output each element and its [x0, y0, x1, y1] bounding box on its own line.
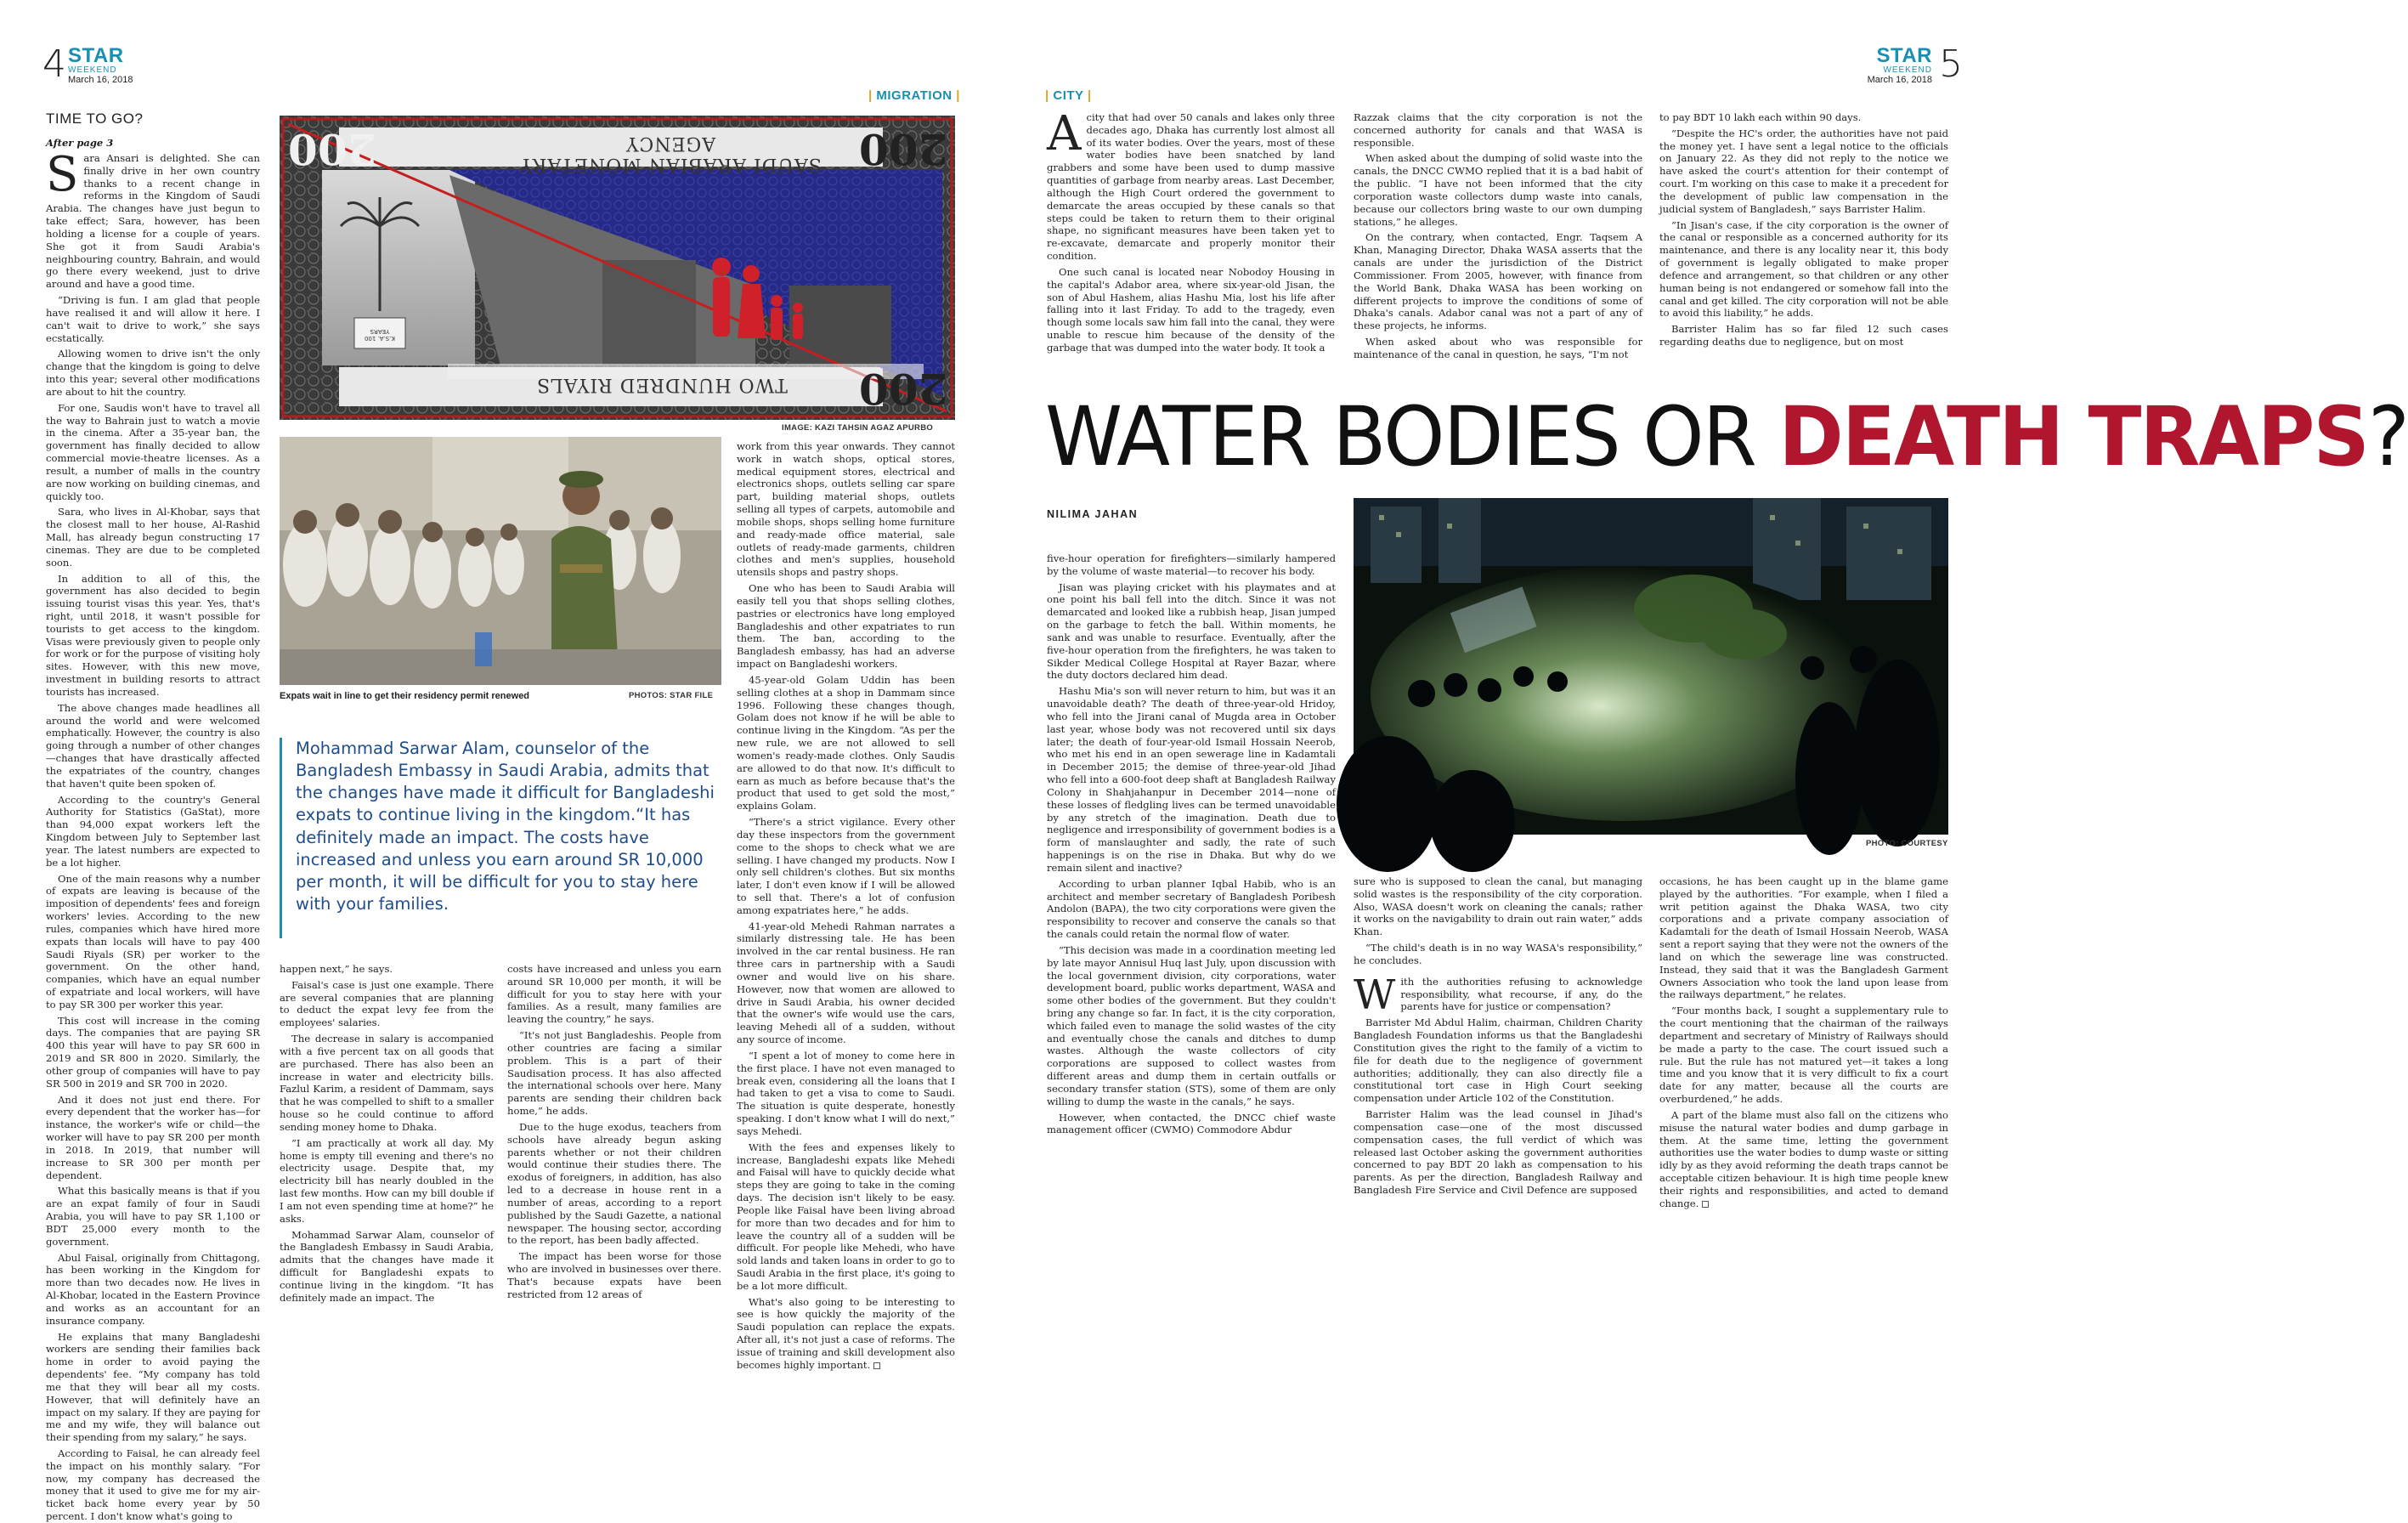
end-mark-icon	[1702, 1201, 1709, 1208]
right-top-column-2: Razzak claims that the city corporation is not the concerned authority for canals and that WASA is responsible. When asked about the dumping of solid waste into the canals, the DNCC CWMO replied that it is a bad habit of the public. “I have not been informed that the city corporation waste collectors dump waste into canals, because our collectors bring waste to our own dumping stations,” he alleges. On the contrary, when contacted, Engr. Taqsem A Khan, Managing Director, Dhaka WASA asserts that the canals are under the jurisdiction of the District Commissioner. From 2005, however, with finance from the World Bank, Dhaka WASA has been working on different projects to improve the conditions of some of Dhaka's canals. Adabor canal was not a part of any of these projects, he informs. When asked about who was responsible for maintenance of the canal in question, he says, “I'm not	[1354, 111, 1642, 360]
illustration-credit: IMAGE: KAZI TAHSIN AGAZ APURBO	[782, 423, 934, 433]
left-date: March 16, 2018	[68, 75, 133, 85]
left-column-4: work from this year onwards. They cannot work in watch shops, optical stores, medical equipment stores, electrical and electronics shops, outlets selling car spare part, building material shops, outlets selling all types of carpets, automobile and mobile shops, shops selling home furniture and ready-made office material, sale outlets of ready-made garments, children clothes and men's supplies, household utensils shops and pastry shops. One who has been to Saudi Arabia will easily tell you that shops selling clothes, pastries or electronics have long employed Bangladeshis and other expatriates to run them. The ban, according to the Bangladesh embassy, has had an adverse impact on Bangladeshi workers. 45-year-old Golam Uddin has been selling clothes at a shop in Dammam since 1996. Following these changes though, Golam does not know if he will be able to continue living in the Kingdom. “As per the new rule, we are not allowed to sell women's ready-made clothes. Only Saudis are allowed to do that now. It's difficult to earn as much as before because that's the product that used to get sold the most,” explains Golam. “There's a strict vigilance. Every other day these inspectors from the government come to the shops to check what we are selling. I have changed my products. Now I only sell children's clothes. But six months later, I don't even know if I will be allowed to sell that. There's a lot of confusion among expatriates here,” he adds. 41-year-old Mehedi Rahman narrates a similarly distressing tale. He has been involved in the car rental business. He ran three cars in partnership with a Saudi owner and would live on his share. However, now that women are allowed to drive in Saudi Arabia, his owner decided that the owner's wife would use the cars, leaving Mehedi all of a sudden, without any source of income. “I spent a lot of money to come here in the first place. I have not even managed to break even, considering all the loans that I had taken to get a visa to come to Saudi. The situation is quite desperate, honestly speaking. I don't know what I will do next,” says Mehedi. With the fees and expenses likely to increase, Bangladeshi expats like Mehedi and Faisal will have to quickly decide what steps they are going to take in the coming days. The decision isn't likely to be easy. People like Faisal have been living abroad for more than two decades and for him to leave the country all of a sudden will be difficult. For people like Mehedi, who have sold lands and taken loans in order to go to Saudi Arabia in the first place, it's going to be a lot more difficult. What's also going to be interesting to see is how quickly the majority of the Saudi population can replace the expats. After all, it's not just a case of reforms. The issue of training and skill development also becomes highly important.	[737, 440, 955, 1371]
byline: NILIMA JAHAN	[1047, 508, 1139, 520]
right-date: March 16, 2018	[1867, 75, 1932, 85]
left-brand: STAR	[68, 44, 124, 67]
left-page-number: 4	[42, 42, 66, 86]
photo-caption: Expats wait in line to get their residency permit renewed	[280, 691, 530, 701]
left-column-3: costs have increased and unless you earn around SR 10,000 per month, it will be difficult for you to stay here with your families. As a result, many families are leaving the country,” he says. “It's not just Bangladeshis. People from other countries are facing a similar problem. This is a part of their Saudisation process. It has also affected the international schools over here. Many parents are sending their children back home,” he adds. Due to the huge exodus, teachers from schools have already begun asking parents whether or not their children would continue their studies there. The exodus of foreigners, in addition, has also led to a decrease in house rent in a number of areas, according to a report published by the Saudi Gazette, a national newspaper. The housing sector, according to the report, has been badly affected. The impact has been worse for those who are involved in businesses over there. That's because expats have been restricted from 12 areas of	[507, 963, 721, 1300]
expats-queue-image	[280, 437, 721, 685]
expats-photo	[280, 437, 721, 685]
sidebar-title: TIME TO GO?	[46, 110, 144, 127]
banknote-denomination-tl: 200	[288, 124, 377, 174]
headline-part-1: WATER BODIES OR	[1045, 389, 1779, 484]
pull-quote	[280, 738, 726, 938]
right-top-column-3: to pay BDT 10 lakh each within 90 days. “Despite the HC's order, the authorities have not paid the money yet. I have sent a legal notice to the officials on January 22. As they did not reply to the notice we have asked the court's attention for their contempt of court. I'm working on this case to make it a precedent for the development of public law compensation in the judicial system of Bangladesh,” says Barrister Halim. “In Jisan's case, if the city corporation is the owner of the canal or responsible as a concerned authority for its maintenance, and there is any locality near it, this body of government is legally obligated to make proper defence and arrangement, so that children or any other human being is not endangered or somehow fall into the canal and get killed. The city corporation will not be able to avoid this liability,” he adds. Barrister Halim has so far filed 12 such cases regarding deaths due to negligence, but on most	[1659, 111, 1948, 348]
left-column-2: happen next,” he says. Faisal's case is just one example. There are several companies that are planning to deduct the expat levy fee from the employees' salaries. The decrease in salary is accompanied with a five percent tax on all goods that are purchased. There has also been an increase in water and electricity bills. Fazlul Karim, a resident of Dammam, says that he was compelled to shift to a smaller house so he could continue to afford sending money home to Dhaka. “I am practically at work all day. My home is empty till evening and there's no electricity usage. Despite that, my electricity bill has nearly doubled in the last few months. How can my bill double if I am not even spending time at home?” he asks. Mohammad Sarwar Alam, counselor of the Bangladesh Embassy in Saudi Arabia, admits that the changes have made it difficult for Bangladeshi expats to continue living in the kingdom. “It has definitely made an impact. The	[280, 963, 494, 1304]
photo-credit: PHOTOS: STAR FILE	[629, 691, 714, 700]
right-section-tag: | CITY |	[1045, 88, 1092, 103]
banknote-illustration	[280, 116, 955, 420]
left-sub-brand: WEEKEND	[68, 65, 117, 75]
right-bottom-column-3: occasions, he has been caught up in the blame game played by the authorities. “For example, when I filed a writ petition against the Dhaka WASA, two city corporations and a private company association of Kadamtali for the death of Ismail Hossain Neerob, WASA sent a report saying that they were not the owners of the land on which the sewerage line was constructed. Instead, they said that it was the Bangladesh Garment Owners Association who took the land upon lease from the railways department,” he relates. “Four months back, I sought a supplementary rule to the court mentioning that the chairman of the railways department and secretary of Ministry of Railways should be made a party to the case. The court issued such a rule. But the rule has not matured yet—it takes a long time and you know that it is very difficult to fix a court date for any matter, because all the courts are overburdened,” he adds. A part of the blame must also fall on the citizens who misuse the natural water bodies and dump garbage in them. At the same time, letting the government authorities use the water bodies to dump waste or sitting idly by as they avoid reforming the death traps cannot be acceptable citizen behaviour. It is high time people knew their rights and responsibilities, and acted to demand change.	[1659, 875, 1948, 1209]
left-column-1: Sara Ansari is delighted. She can finally drive in her own country thanks to a recent change in reforms in the Kingdom of Saudi Arabia. The changes have just begun to take effect; Sara, however, has been holding a license for a couple of years. She got it from Saudi Arabia's neighbouring country, Bahrain, and would go there every weekend, just to drive around and have a good time. “Driving is fun. I am glad that people have realised it and will allow it here. I can't wait to drive to work,” she says ecstatically. Allowing women to drive isn't the only change that the kingdom is going to delve into this year; several other modifications are about to hit the country. For one, Saudis won't have to travel all the way to Bahrain just to watch a movie in the cinema. After a 35-year ban, the government has finally decided to allow commercial movie-theatre licenses. As a result, a number of malls in the country are now working on building cinemas, and quickly too. Sara, who lives in Al-Khobar, says that the closest mall to her house, Al-Rashid Mall, has already begun constructing 17 cinemas. They are due to be completed soon. In addition to all of this, the government has also decided to begin issuing tourist visas this year. Yes, that's right, until 2018, it wasn't possible for tourists to get access to the kingdom. Visas were previously given to people only for work or for the purpose of visiting holy sites. However, with this new move, investment in building resorts to attract tourists has increased. The above changes made headlines all around the world and were welcomed emphatically. However, the country is also going through a number of other changes—changes that have drastically affected the expatriates of the country, changes that haven't quite been spoken of. According to the country's General Authority for Statistics (GaStat), more than 94,000 expat workers left the Kingdom between July to September last year. The latest numbers are expected to be a lot higher. One of the main reasons why a number of expats are leaving is because of the imposition of dependents' fees and foreign workers' levies. According to the new rules, companies which have hired more expats than locals will have to pay 400 Saudi Riyals (SR) per worker to the government. On the other hand, companies, which have an equal number of expatriate and local workers, will have to pay SR 300 per worker this year. This cost will increase in the coming days. The companies that are paying SR 400 this year will have to pay SR 600 in 2019 and SR 800 in 2020. Similarly, the other group of companies will have to pay SR 500 in 2019 and SR 700 in 2020. And it does not just end there. For every dependent that the worker has—for instance, the worker's wife or child—the worker will have to pay SR 200 per month in 2018. In 2019, that number will increase to SR 300 per month per dependent. What this basically means is that if you are an expat family of four in Saudi Arabia, you will have to pay SR 1,100 or BDT 25,000 every month to the government. Abul Faisal, originally from Chittagong, has been working in the Kingdom for more than two decades now. He lives in Al-Khobar, located in the Eastern Province and works as an accountant for an insurance company. He explains that many Bangladeshi workers are sending their families back home in order to avoid paying the dependents' fee. “My company has told me that they will bear all my costs. However, that will definitely have an impact on my salary. If they are paying for me and my wife, they will balance out their spending from my salary,” he says. According to Faisal, he can already feel the impact on his monthly salary. “For now, my company has decreased the money that it used to give me for my air-ticket back home every year by 50 percent. I don't know what's going to	[46, 147, 260, 1523]
left-folio	[42, 44, 212, 87]
headline-part-3: ?	[2367, 389, 2408, 484]
headline-part-2: DEATH TRAPS	[1778, 389, 2368, 484]
right-folio	[1861, 44, 1963, 87]
night-canal-image	[1354, 498, 1948, 835]
right-page-number: 5	[1939, 42, 1963, 86]
canal-rescue-photo	[1354, 498, 1948, 835]
left-section-tag: | MIGRATION |	[868, 88, 960, 103]
right-bottom-column-2: sure who is supposed to clean the canal, but managing solid wastes is the responsibility of the city corporation. Also, WASA doesn't work on cleaning the canals; rather it works on the navigability to drain out rain water,” adds Khan. “The child's death is in no way WASA's responsibility,” he concludes. With the authorities refusing to acknowledge responsibility, what recourse, if any, do the parents have for justice or compensation? Barrister Md Abdul Halim, chairman, Children Charity Bangladesh Foundation informs us that the Bangladeshi Constitution gives the right to the family of a victim to file for death due to the negligence of government authorities; additionally, they can also directly file a constitutional tort case in High Court seeking compensation under Article 102 of the Constitution. Barrister Halim was the lead counsel in Jihad's compensation case—one of the most discussed compensation cases, the full verdict of which was released last October asking the government authorities concerned to pay BDT 20 lakh as compensation to his parents. As per the direction, Bangladesh Railway and Bangladesh Fire Service and Civil Defence are supposed	[1354, 875, 1642, 1197]
banknote-top-text: SAUDI ARABIAN MONETARY AGENCY	[519, 133, 822, 175]
right-top-column-1: Acity that had over 50 canals and lakes only three decades ago, Dhaka has currently lost almost all of its water bodies. Over the years, most of these water bodies have been snatched by land grabbers and some have been used to dump massive quantities of garbage from nearby areas. Last December, although the High Court ordered the government to demarcate the areas occupied by these canals so that steps could be taken to return them to their original shape, no significant measures have been taken yet to re-excavate, demarcate and properly monitor their condition. One such canal is located near Nobodoy Housing in the capital's Adabor area, where six-year-old Jisan, the son of Abul Hashem, alias Hashu Mia, lost his life after falling into it last Friday. To add to the tragedy, even though some locals saw him fall into the canal, they were unable to rescue him because of the density of the garbage that was dumped into the water body. It took a	[1047, 106, 1335, 354]
continued-note: After page 3	[46, 137, 114, 149]
canal-photo-credit: PHOTO: COURTESY	[1866, 839, 1948, 848]
banknote-years: K.S.A. 100 YEARS	[365, 328, 395, 342]
banknote-bottom-text: TWO HUNDRED RIYALS	[536, 374, 788, 395]
right-brand: STAR	[1876, 44, 1932, 67]
end-mark-icon	[873, 1362, 880, 1369]
right-sub-brand: WEEKEND	[1883, 65, 1932, 75]
banknote-denomination-tr: 200	[859, 124, 948, 174]
banknote-denomination-br: 200	[859, 364, 948, 414]
pull-quote-text: Mohammad Sarwar Alam, counselor of the Bangladesh Embassy in Saudi Arabia, admits that the changes have made it difficult for Bangladeshi expats to continue living in the kingdom.“It has definitely made an impact. The costs have increased and unless you earn around SR 10,000 per month, it will be difficult for you to stay here with your families.	[296, 739, 715, 914]
right-mid-column: five-hour operation for firefighters—similarly hampered by the volume of waste material—to recover his body. Jisan was playing cricket with his playmates and at one point his ball fell into the ditch. Since it was not demarcated and looked like a rubbish heap, Jisan jumped on the garbage to fetch the ball. Within moments, he sank and was unable to resurface. Eventually, after the five-hour operation from the firefighters, he was taken to Sikder Medical College Hospital at Rayer Bazar, where the duty doctors declared him dead. Hashu Mia's son will never return to him, but was it an unavoidable death? The death of three-year-old Hridoy, who fell into the Jirani canal of Mugda area in October last year, whose body was not recovered until six days later; the death of four-year-old Ismail Hossain Neerob, who met his end in an open sewerage line in Kadamtali in December 2015; the demise of three-year-old Jihad who fell into a 600-foot deep shaft at Bangladesh Railway Colony in Shahjahanpur in December 2014—none of these losses of fledgling lives can be termed unavoidable by any stretch of the imagination. Death due to negligence and irresponsibility of government bodies is a form of manslaughter and sadly, the rate of such happenings is on the rise in Dhaka. But why do we remain silent and inactive? According to urban planner Iqbal Habib, who is an architect and member secretary of Bangladesh Poribesh Andolon (BAPA), the two city corporations were given the responsibility to recover and conserve the canals so that the canals could retain the normal flow of water. “This decision was made in a coordination meeting led by late mayor Annisul Huq last July, upon discussion with the local government division, city corporations, water development board, public works department, WASA and some other bodies of the government. But they couldn't bring any change so far. In fact, it is the city corporation, which failed even to manage the solid wastes of the city and eventually chose the canals and ditches to dump wastes. Although the waste collectors of city corporations are supposed to collect wastes from different areas and dump them in certain outfalls or secondary transfer station (STS), some of them are only willing to dump the waste in the canals,” he says. However, when contacted, the DNCC chief waste management officer (CWMO) Commodore Abdur	[1047, 552, 1336, 1136]
headline	[1045, 389, 2408, 490]
